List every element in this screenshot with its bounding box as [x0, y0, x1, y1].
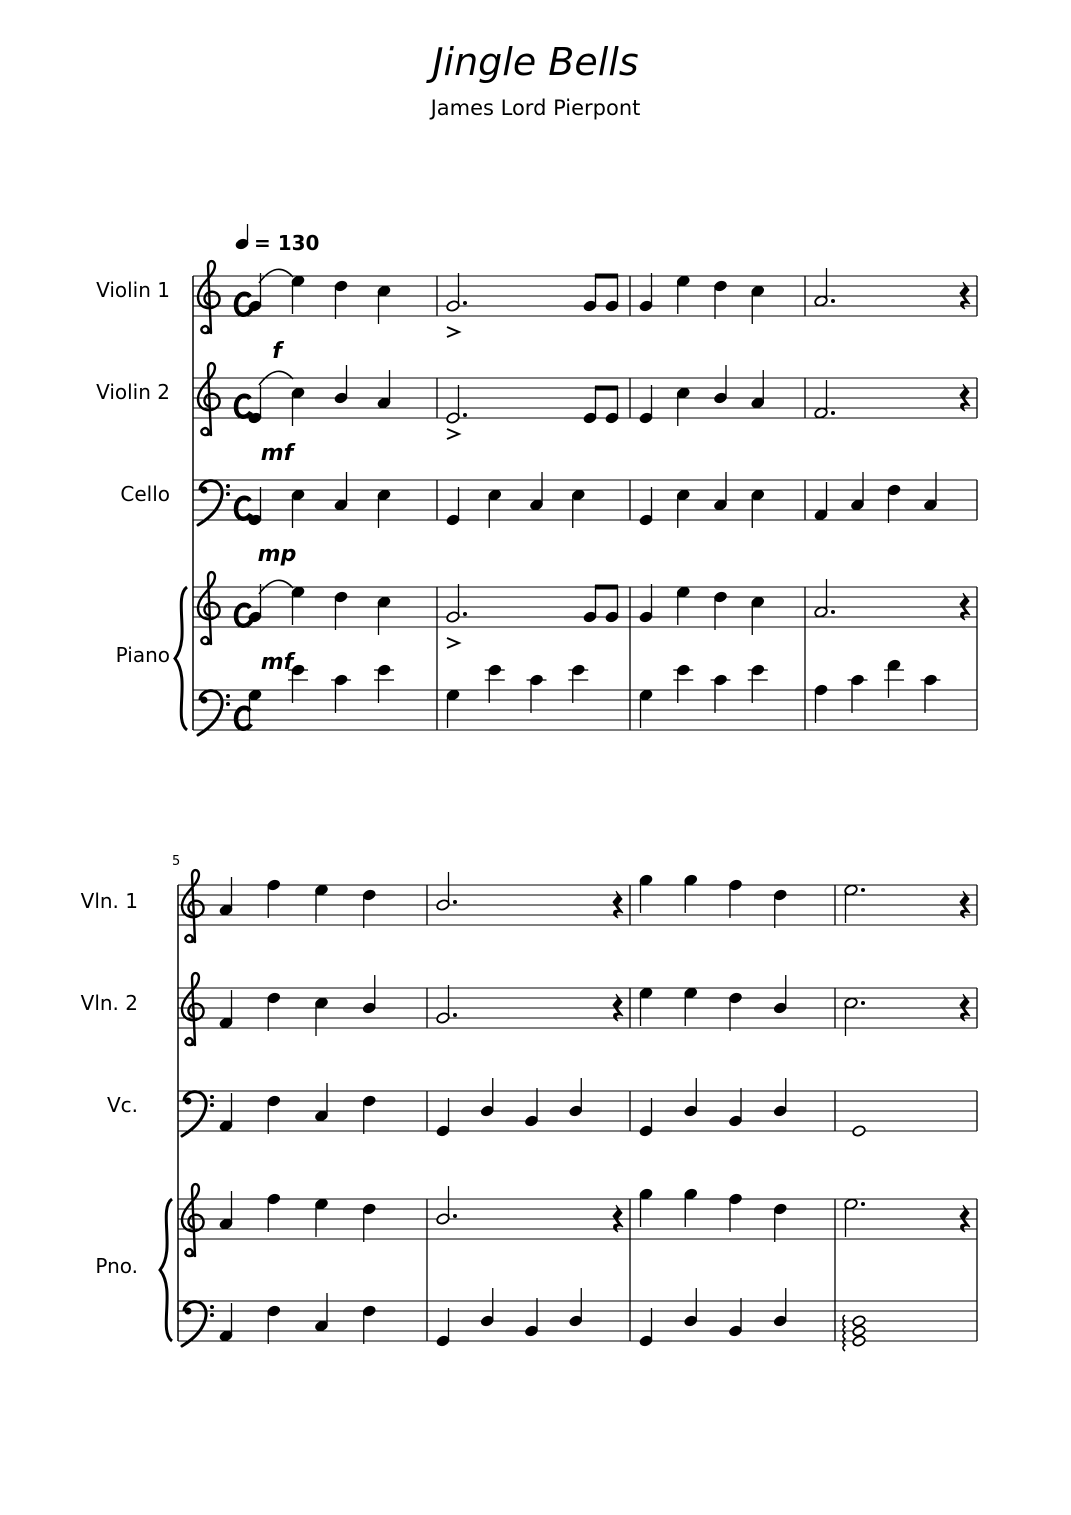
- dot: [861, 1202, 865, 1206]
- bass-clef-dot: [210, 1305, 214, 1309]
- dot: [463, 612, 467, 616]
- piano-brace: [175, 587, 187, 730]
- bass-clef: [182, 1302, 206, 1346]
- measure-number: 5: [172, 854, 181, 869]
- dot: [453, 1013, 457, 1017]
- dot: [861, 888, 865, 892]
- score-title: Jingle Bells: [432, 40, 639, 84]
- system-2: [81, 854, 977, 1351]
- dot: [453, 1214, 457, 1218]
- dot: [861, 1001, 865, 1005]
- bass-clef-dot: [210, 1103, 214, 1107]
- dynamic-marking: mf: [260, 650, 294, 675]
- bass-clef-dot: [201, 487, 208, 494]
- dynamic-marking: f: [272, 339, 282, 364]
- dot: [831, 610, 835, 614]
- bass-clef: [198, 481, 222, 525]
- bass-clef: [182, 1092, 206, 1136]
- instrument-name: Vc.: [106, 1093, 138, 1117]
- bass-clef-dot: [226, 492, 230, 496]
- dot: [463, 301, 467, 305]
- score-composer: James Lord Pierpont: [430, 96, 641, 120]
- treble-clef: [182, 1184, 204, 1256]
- bass-clef-dot: [185, 1098, 192, 1105]
- dot: [463, 413, 467, 417]
- bass-clef-dot: [226, 484, 230, 488]
- treble-clef: [198, 363, 220, 435]
- treble-clef: [182, 973, 204, 1045]
- arpeggio-mark: [843, 1315, 845, 1351]
- common-time: [236, 605, 251, 626]
- treble-clef: [182, 870, 204, 942]
- accent-mark: [447, 429, 459, 439]
- common-time: [236, 396, 251, 417]
- system-1: [96, 224, 977, 735]
- accent-mark: [447, 638, 459, 648]
- common-time: [236, 498, 251, 519]
- instrument-name: Violin 1: [96, 278, 170, 302]
- bass-clef-dot: [201, 697, 208, 704]
- bass-clef: [198, 691, 222, 735]
- note-head: [852, 1335, 866, 1347]
- dot: [831, 299, 835, 303]
- common-time: [236, 294, 251, 315]
- instrument-name: Cello: [120, 482, 170, 506]
- piano-brace: [160, 1199, 172, 1341]
- instrument-name: Violin 2: [96, 380, 170, 404]
- bass-clef-dot: [185, 1308, 192, 1315]
- bass-clef-dot: [226, 694, 230, 698]
- bass-clef-dot: [210, 1095, 214, 1099]
- dot: [831, 411, 835, 415]
- dynamic-marking: mp: [257, 542, 297, 567]
- tempo-marking: = 130: [254, 231, 320, 255]
- bass-clef-dot: [226, 702, 230, 706]
- instrument-name: Piano: [115, 643, 170, 667]
- treble-clef: [198, 261, 220, 333]
- note-head: [852, 1125, 866, 1137]
- instrument-name: Vln. 2: [80, 991, 138, 1015]
- accent-mark: [447, 327, 459, 337]
- note-head: [852, 1315, 866, 1327]
- common-time: [236, 708, 251, 729]
- instrument-name: Pno.: [95, 1254, 138, 1278]
- instrument-name: Vln. 1: [80, 889, 138, 913]
- note-head: [852, 1325, 866, 1337]
- dot: [453, 900, 457, 904]
- dynamic-marking: mf: [260, 441, 294, 466]
- bass-clef-dot: [210, 1313, 214, 1317]
- treble-clef: [198, 572, 220, 644]
